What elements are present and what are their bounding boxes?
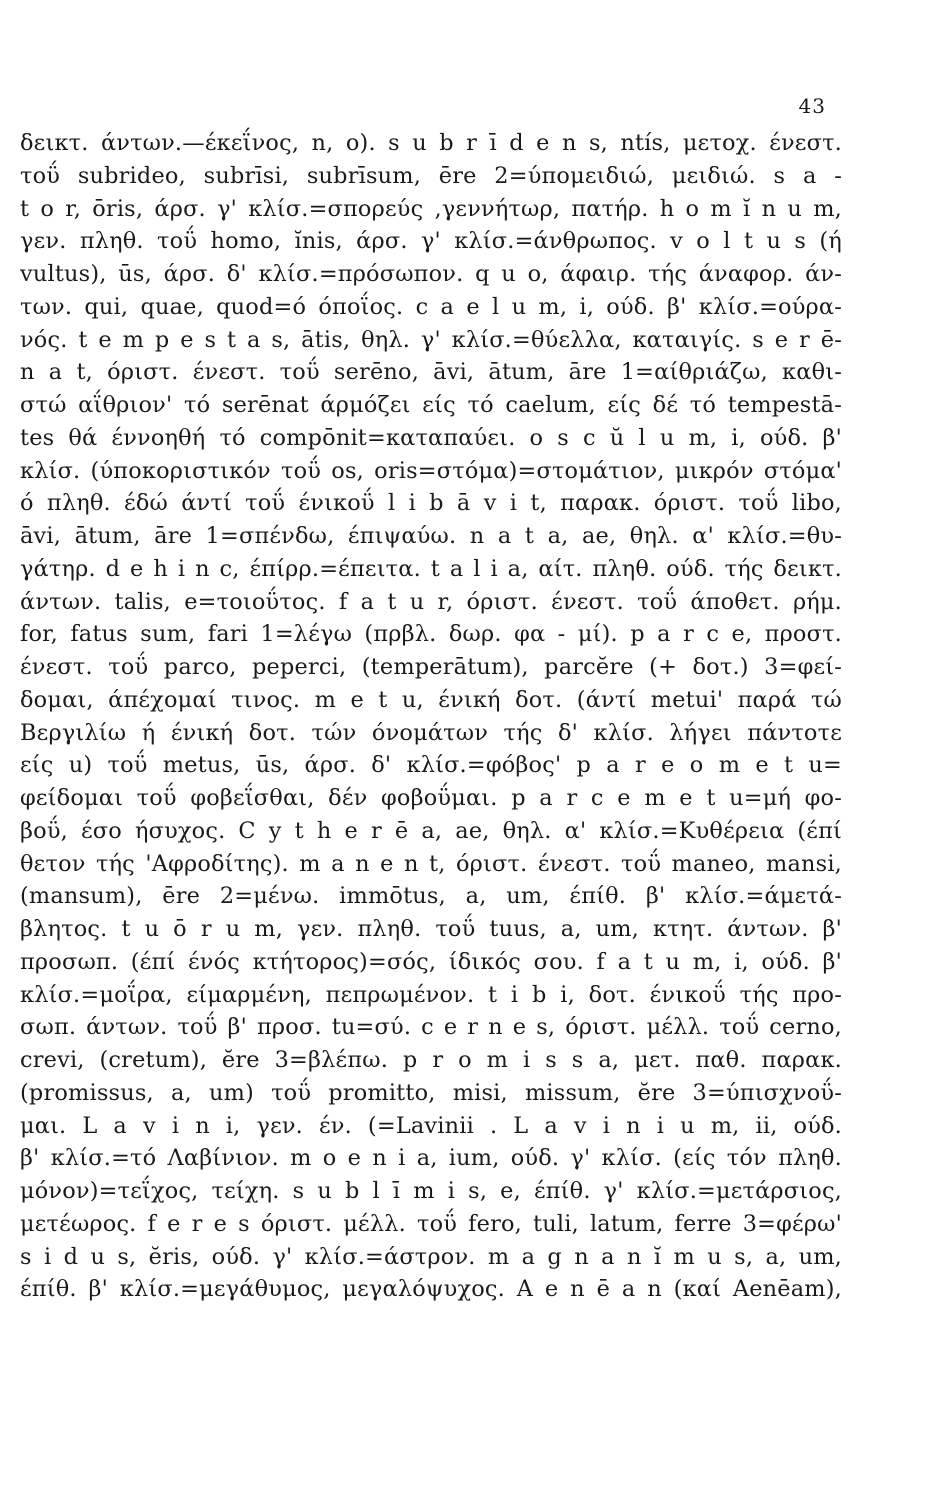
text-line: (mansum), ēre 2=μένω. immōtus, a, um, έπίθ. β' κλίσ.=άμετά- (20, 883, 842, 910)
text-line: ό πληθ. έδώ άντί τοΰ ένικοΰ l i b ā v i t, παρακ. όριστ. τοΰ libo, (20, 490, 842, 517)
text-line: β' κλίσ.=τό Λαβίνιον. m o e n i a, ium, ούδ. γ' κλίσ. (είς τόν πληθ. (20, 1145, 842, 1172)
text-line: āvi, ātum, āre 1=σπένδω, έπιψαύω. n a t a, ae, θηλ. α' κλίσ.=θυ- (20, 523, 842, 549)
text-line: φείδομαι τοΰ φοβεΐσθαι, δέν φοβοΰμαι. p a r c e m e t u=μή φο- (20, 785, 842, 811)
text-line: βλητος. t u ō r u m, γεν. πληθ. τοΰ tuus, a, um, κτητ. άντων. β' (20, 916, 842, 942)
text-line: κλίσ.=μοΐρα, είμαρμένη, πεπρωμένον. t i b i, δοτ. ένικοΰ τής προ- (20, 981, 842, 1008)
text-line: μαι. L a v i n i, γεν. έν. (=Lavinii . L a v i n i u m, ii, ούδ. (20, 1112, 842, 1139)
body-text (20, 127, 842, 1306)
text-line: έπίθ. β' κλίσ.=μεγάθυμος, μεγαλόψυχος. A e n ē a n (καί Aenēam), (20, 1276, 842, 1303)
text-line: θετον τής 'Αφροδίτης). m a n e n t, όριστ. ένεστ. τοΰ maneo, mansi, (20, 850, 842, 877)
text-line: s i d u s, ĕris, ούδ. γ' κλίσ.=άστρον. m a g n a n ĭ m u s, a, um, (20, 1243, 842, 1270)
text-line: μετέωρος. f e r e s όριστ. μέλλ. τοΰ fero, tuli, latum, ferre 3=φέρω' (20, 1210, 842, 1237)
text-line: άντων. talis, e=τοιοΰτος. f a t u r, όριστ. ένεστ. τοΰ άποθετ. ρήμ. (20, 588, 842, 615)
text-line: των. qui, quae, quod=ό όποΐος. c a e l u m, i, ούδ. β' κλίσ.=ούρα- (20, 293, 842, 320)
text-line: γάτηρ. d e h i n c, έπίρρ.=έπειτα. t a l i a, αίτ. πληθ. ούδ. τής δεικτ. (20, 555, 842, 582)
text-line: βοΰ, έσο ήσυχος. C y t h e r ē a, ae, θηλ. α' κλίσ.=Κυθέρεια (έπί (20, 817, 842, 844)
page-number: 43 (798, 94, 826, 118)
text-line: Βεργιλίω ή ένική δοτ. τών όνομάτων τής δ' κλίσ. λήγει πάντοτε (20, 719, 842, 746)
text-line: n a t, όριστ. ένεστ. τοΰ serēno, āvi, ātum, āre 1=αίθριάζω, καθι- (20, 359, 842, 386)
text-line: δομαι, άπέχομαί τινος. m e t u, ένική δοτ. (άντί metui' παρά τώ (20, 686, 842, 713)
text-line: νός. t e m p e s t a s, ātis, θηλ. γ' κλίσ.=θύελλα, καταιγίς. s e r ē- (20, 326, 842, 353)
text-line: tes θά έννοηθή τό compōnit=καταπαύει. o s c ŭ l u m, i, ούδ. β' (20, 424, 842, 451)
text-line: for, fatus sum, fari 1=λέγω (πρβλ. δωρ. φα - μί). p a r c e, προστ. (20, 621, 842, 648)
text-line: ένεστ. τοΰ parco, peperci, (temperātum), parcĕre (+ δοτ.) 3=φεί- (20, 654, 842, 680)
text-line: δεικτ. άντων.—έκεΐνος, n, o). s u b r ī d e n s, ntís, μετοχ. ένεστ. (20, 130, 842, 156)
text-line: γεν. πληθ. τοΰ homo, ĭnis, άρσ. γ' κλίσ.=άνθρωπος. v o l t u s (ή (20, 228, 842, 255)
text-line: στώ αΐθριον' τό serēnat άρμόζει είς τό caelum, είς δέ τό tempestā- (20, 392, 842, 418)
text-line: προσωπ. (έπί ένός κτήτορος)=σός, ίδικός σου. f a t u m, i, ούδ. β' (20, 948, 842, 975)
text-line: κλίσ. (ύποκοριστικόν τοΰ os, oris=στόμα)=στομάτιον, μικρόν στόμα' (20, 457, 842, 484)
text-line: t o r, ōris, άρσ. γ' κλίσ.=σπορεύς ,γεννήτωρ, πατήρ. h o m ĭ n u m, (20, 195, 842, 222)
text-line: crevi, (cretum), ĕre 3=βλέπω. p r o m i s s a, μετ. παθ. παρακ. (20, 1047, 842, 1073)
text-line: τοΰ subrideo, subrīsi, subrīsum, ēre 2=ύπομειδιώ, μειδιώ. s a - (20, 162, 842, 189)
text-line: vultus), ūs, άρσ. δ' κλίσ.=πρόσωπον. q u o, άφαιρ. τής άναφορ. άν- (20, 261, 842, 287)
text-line: (promissus, a, um) τοΰ promitto, misi, missum, ĕre 3=ύπισχνοΰ- (20, 1079, 842, 1106)
text-line: μόνον)=τεΐχος, τείχη. s u b l ī m i s, e, έπίθ. γ' κλίσ.=μετάρσιος, (20, 1178, 842, 1204)
text-line: είς u) τοΰ metus, ūs, άρσ. δ' κλίσ.=φόβος' p a r e o m e t u= (20, 752, 842, 779)
text-line: σωπ. άντων. τοΰ β' προσ. tu=σύ. c e r n e s, όριστ. μέλλ. τοΰ cerno, (20, 1014, 842, 1041)
